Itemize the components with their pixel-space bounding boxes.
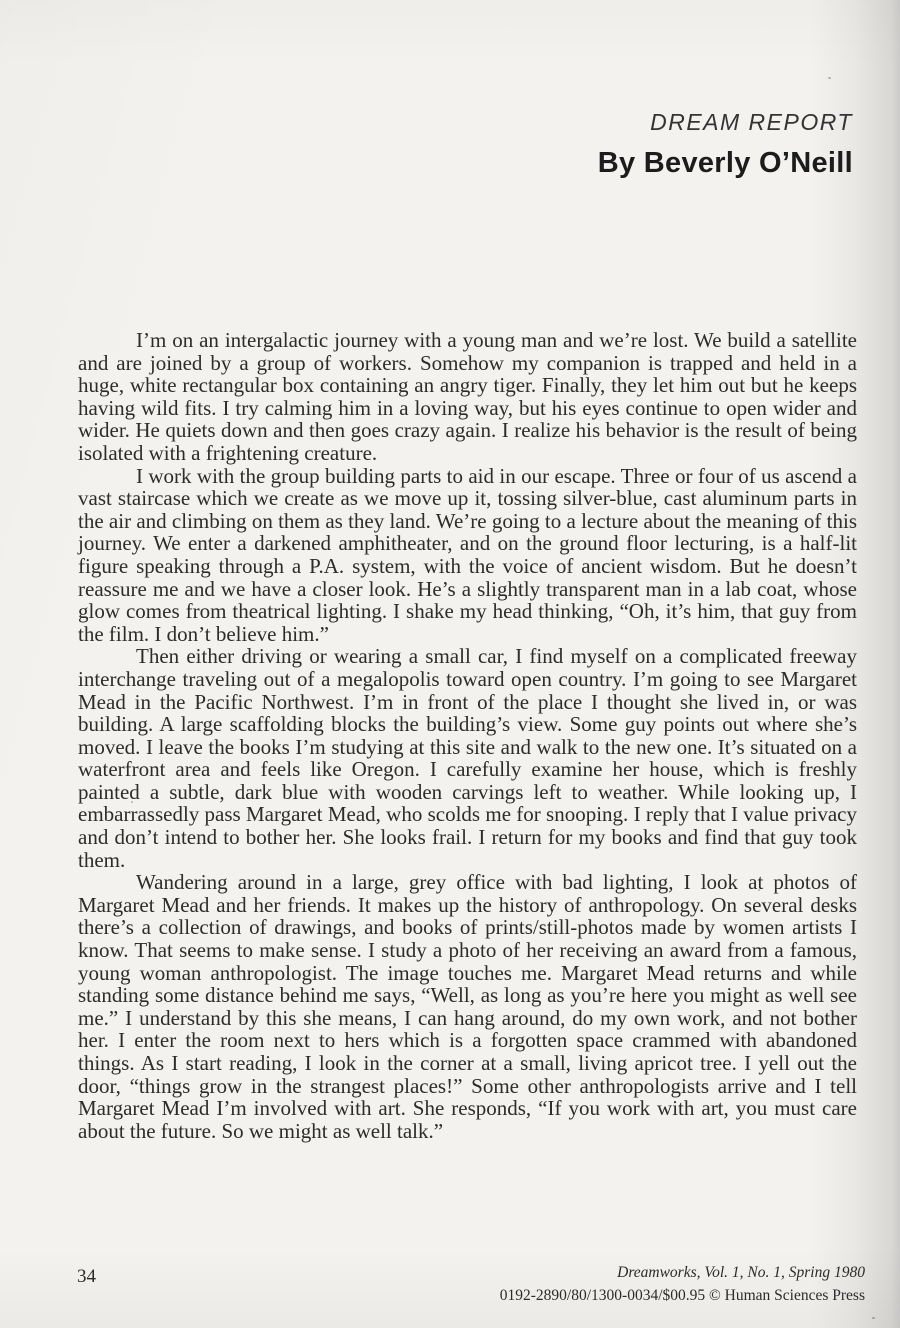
journal-citation: Dreamworks, Vol. 1, No. 1, Spring 1980: [617, 1264, 865, 1281]
article-title: DREAM REPORT: [650, 109, 853, 135]
scan-speck: [758, 889, 760, 891]
dream-paragraph-1: I’m on an intergalactic journey with a young man and we’re lost. We build a satellite and are joined by a group of workers. Somehow my companion is trapped and held in a huge, white rectangular box containing an angry tiger. Finally, they let him out but he keeps having wild fits. I try calming him in a loving way, but his eyes continue to open wider and wider. He quiets down and then goes crazy again. I realize his behavior is the result of being isolated with a frightening creature.: [78, 328, 857, 465]
scan-speck: [872, 1317, 875, 1319]
dream-paragraph-2: I work with the group building parts to aid in our escape. Three or four of us ascend a vast staircase which we create as we move up it, tossing silver-blue, cast aluminum parts in the air and climbing on them as they land. We’re going to a lecture about the meaning of this journey. We enter a darkened amphitheater, and on the ground floor lecturing, is a half-lit figure speaking through a P.A. system, with the voice of ancient wisdom. But he doesn’t reassure me and we have a closer look. He’s a slightly transparent man in a lab coat, whose glow comes from theatrical lighting. I shake my head thinking, “Oh, it’s him, that guy from the film. I don’t believe him.”: [78, 463, 857, 646]
copyright-issn-line: 0192-2890/80/1300-0034/$00.95 © Human Sciences Press: [499, 1287, 865, 1304]
article-byline: By Beverly O’Neill: [597, 147, 853, 179]
page-number: 34: [77, 1266, 96, 1287]
scan-speck: [131, 801, 133, 803]
scan-speck: [828, 77, 831, 79]
dream-paragraph-3: Then either driving or wearing a small car, I find myself on a complicated freeway interchange traveling out of a megalopolis toward open country. I’m going to see Margaret Mead in the Pacific Northwest. I’m in front of the place I thought she lived in, or was building. A large scaffolding blocks the building’s view. Some guy points out where she’s moved. I leave the books I’m studying at this site and walk to the new one. It’s situated on a waterfront area and feels like Oregon. I carefully examine her house, which is freshly painted a subtle, dark blue with wooden carvings left to weather. While looking up, I embarrassedly pass Margaret Mead, who scolds me for snooping. I reply that I value privacy and don’t intend to bother her. She looks frail. I return for my books and find that guy took them.: [78, 644, 857, 872]
article-body: [78, 329, 857, 1142]
article-header: [598, 109, 853, 180]
publication-info: [500, 1261, 865, 1307]
dream-paragraph-4: Wandering around in a large, grey office with bad lighting, I look at photos of Margaret Mead and her friends. It makes up the history of anthropology. On several desks there’s a collection of drawings, and books of prints/still-photos made by women artists I know. That seems to make sense. I study a photo of her receiving an award from a famous, young woman anthropologist. The image touches me. Margaret Mead returns and while standing some distance behind me says, “Well, as long as you’re here you might as well see me.” I understand by this she means, I can hang around, do my own work, and not bother her. I enter the room next to hers which is a forgotten space crammed with abandoned things. As I start reading, I look in the corner at a small, living apricot tree. I yell out the door, “things grow in the strangest places!” Some other anthropologists arrive and I tell Margaret Mead I’m involved with art. She responds, “If you work with art, you must care about the future. So we might as well talk.”: [78, 870, 857, 1143]
